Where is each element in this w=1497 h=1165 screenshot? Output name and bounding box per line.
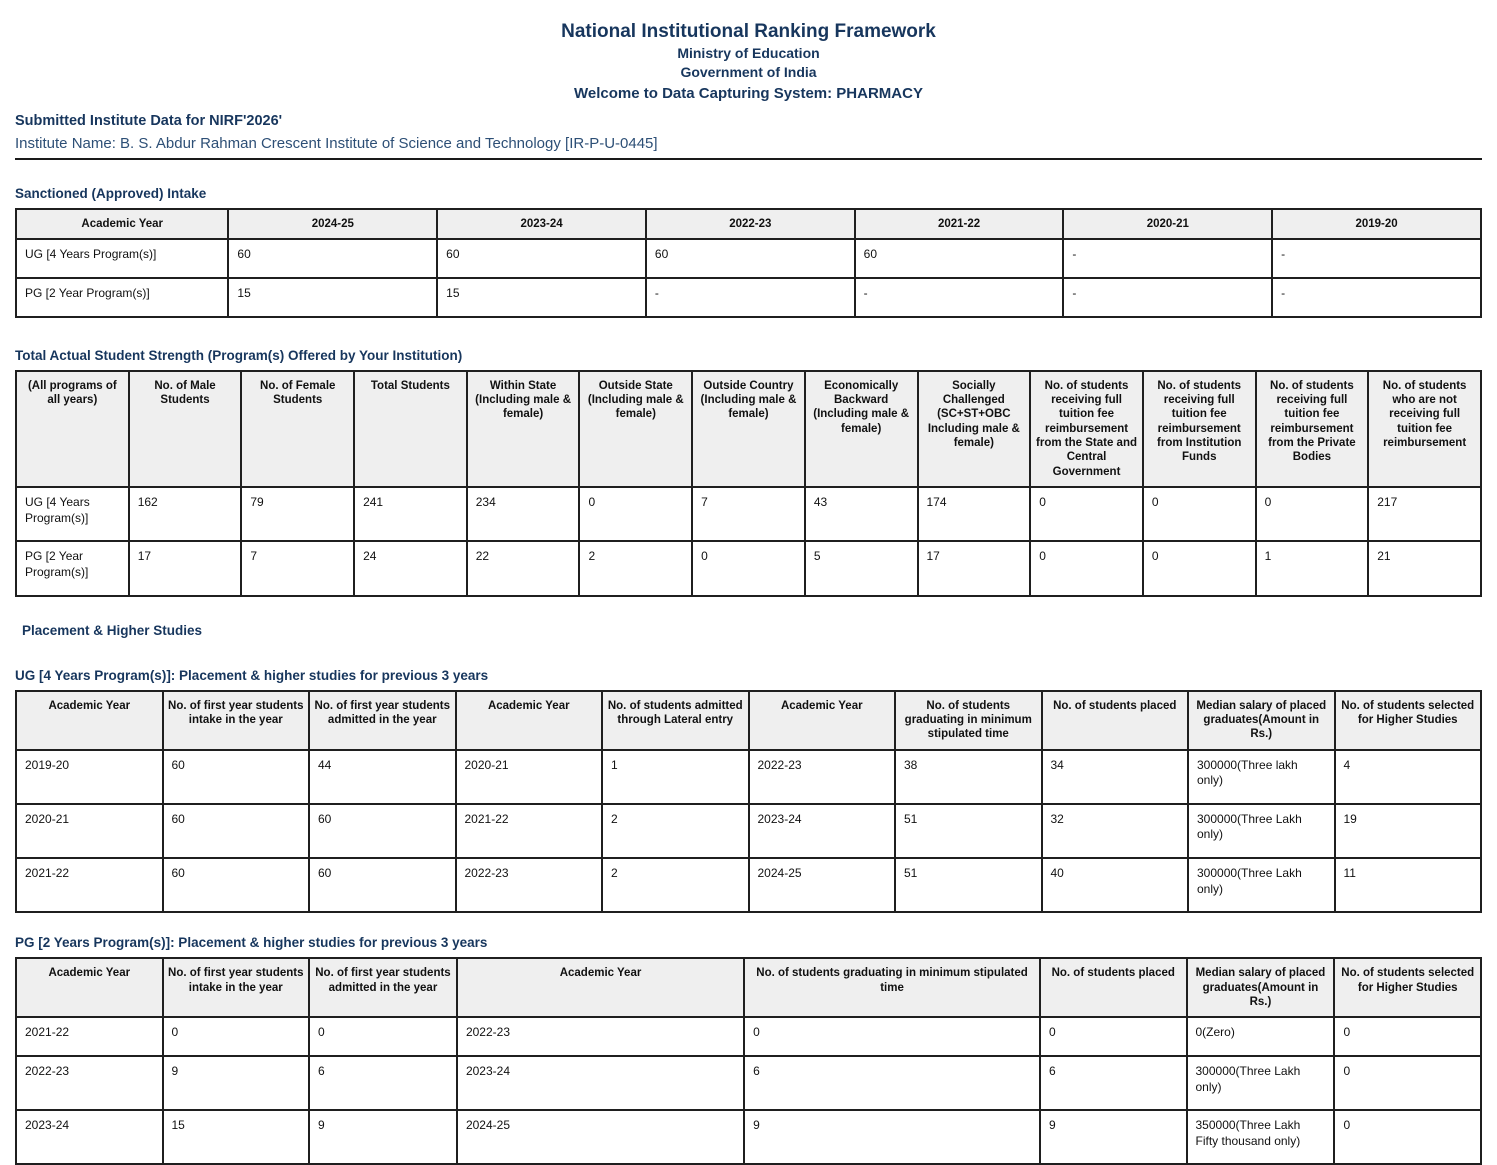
column-header: No. of students receiving full tuition fee reimbursement from the Private Bodies: [1256, 371, 1369, 488]
table-cell: 2024-25: [457, 1110, 744, 1164]
pg-placement-table: [15, 957, 1482, 1165]
page-title: National Institutional Ranking Framework: [561, 21, 936, 42]
table-row: [16, 858, 1481, 912]
table-cell: 19: [1335, 804, 1482, 858]
table-cell: 0: [744, 1017, 1040, 1056]
column-header: No. of first year students intake in the year: [163, 691, 310, 750]
table-cell: PG [2 Year Program(s)]: [16, 541, 129, 595]
table-header-row: [16, 371, 1481, 488]
table-cell: -: [1272, 239, 1481, 278]
welcome-line: Welcome to Data Capturing System: PHARMACY: [574, 85, 923, 102]
table-cell: 300000(Three Lakh only): [1188, 858, 1335, 912]
ministry-subtitle: Ministry of Education: [677, 45, 820, 61]
column-header: No. of first year students admitted in the year: [309, 958, 457, 1017]
table-cell: 7: [692, 487, 805, 541]
table-cell: 350000(Three Lakh Fifty thousand only): [1187, 1110, 1335, 1164]
column-header: Within State (Including male & female): [467, 371, 580, 488]
column-header: Academic Year: [16, 958, 163, 1017]
table-cell: 2020-21: [456, 750, 603, 804]
table-cell: 1: [602, 750, 749, 804]
column-header: No. of students selected for Higher Studies: [1335, 691, 1482, 750]
column-header: Academic Year: [749, 691, 896, 750]
table-cell: 15: [228, 278, 437, 317]
column-header: Academic Year: [16, 691, 163, 750]
table-cell: 44: [309, 750, 456, 804]
header-divider: [15, 158, 1482, 160]
column-header: 2020-21: [1063, 209, 1272, 239]
table-cell: 2020-21: [16, 804, 163, 858]
table-cell: 2: [602, 804, 749, 858]
sanctioned-intake-section: [15, 186, 1482, 318]
table-cell: 2022-23: [749, 750, 896, 804]
table-cell: 0: [1334, 1017, 1481, 1056]
table-row: [16, 1056, 1481, 1110]
table-cell: 60: [309, 858, 456, 912]
table-cell: 0: [1143, 541, 1256, 595]
table-cell: 9: [309, 1110, 457, 1164]
table-header-row: [16, 691, 1481, 750]
table-cell: 6: [744, 1056, 1040, 1110]
column-header: Economically Backward (Including male & female): [805, 371, 918, 488]
sanctioned-intake-title: Sanctioned (Approved) Intake: [15, 186, 207, 201]
column-header: No. of students receiving full tuition fee reimbursement from the State and Central Government: [1030, 371, 1143, 488]
column-header: No. of students receiving full tuition fee reimbursement from Institution Funds: [1143, 371, 1256, 488]
table-row: [16, 278, 1481, 317]
table-row: [16, 1110, 1481, 1164]
table-cell: 60: [855, 239, 1064, 278]
column-header: No. of students selected for Higher Studies: [1334, 958, 1481, 1017]
table-cell: 9: [744, 1110, 1040, 1164]
table-row: [16, 541, 1481, 595]
student-strength-title: Total Actual Student Strength (Program(s) Offered by Your Institution): [15, 347, 463, 363]
table-cell: 162: [129, 487, 242, 541]
column-header: No. of first year students intake in the year: [163, 958, 310, 1017]
table-cell: 6: [1040, 1056, 1187, 1110]
table-cell: -: [1063, 278, 1272, 317]
table-cell: 300000(Three Lakh only): [1187, 1056, 1335, 1110]
table-cell: 0: [1040, 1017, 1187, 1056]
column-header: No. of Male Students: [129, 371, 242, 488]
table-cell: 2022-23: [456, 858, 603, 912]
pg-placement-title: PG [2 Years Program(s)]: Placement & higher studies for previous 3 years: [15, 935, 488, 951]
table-cell: 24: [354, 541, 467, 595]
table-cell: 2023-24: [16, 1110, 163, 1164]
table-cell: 51: [895, 858, 1042, 912]
table-cell: 79: [241, 487, 354, 541]
table-cell: 21: [1368, 541, 1481, 595]
student-strength-table: [15, 370, 1482, 597]
table-cell: 17: [918, 541, 1031, 595]
table-row: [16, 804, 1481, 858]
table-cell: 0: [1030, 541, 1143, 595]
column-header: Median salary of placed graduates(Amount in Rs.): [1188, 691, 1335, 750]
table-cell: 15: [437, 278, 646, 317]
column-header: No. of students placed: [1040, 958, 1187, 1017]
table-cell: 0: [163, 1017, 310, 1056]
table-cell: 2021-22: [16, 1017, 163, 1056]
table-cell: 0: [579, 487, 692, 541]
table-cell: 2023-24: [749, 804, 896, 858]
page-header: [15, 20, 1482, 160]
table-cell: 2021-22: [16, 858, 163, 912]
institute-name: Institute Name: B. S. Abdur Rahman Crescent Institute of Science and Technology [IR-P-U-0445]: [15, 135, 658, 152]
table-cell: 217: [1368, 487, 1481, 541]
table-row: [16, 750, 1481, 804]
column-header: 2022-23: [646, 209, 855, 239]
table-cell: 0: [1143, 487, 1256, 541]
table-cell: 60: [163, 750, 310, 804]
table-cell: 34: [1042, 750, 1189, 804]
column-header: No. of students graduating in minimum stipulated time: [895, 691, 1042, 750]
table-cell: 2022-23: [16, 1056, 163, 1110]
table-cell: 2019-20: [16, 750, 163, 804]
table-cell: 60: [228, 239, 437, 278]
table-cell: 0(Zero): [1187, 1017, 1335, 1056]
table-cell: 43: [805, 487, 918, 541]
table-cell: 2: [602, 858, 749, 912]
table-cell: 22: [467, 541, 580, 595]
column-header: No. of students who are not receiving full tuition fee reimbursement: [1368, 371, 1481, 488]
table-cell: 0: [692, 541, 805, 595]
column-header: Academic Year: [16, 209, 228, 239]
table-cell: 234: [467, 487, 580, 541]
student-strength-section: [15, 348, 1482, 597]
placement-heading: Placement & Higher Studies: [22, 622, 203, 638]
table-cell: 0: [1030, 487, 1143, 541]
column-header: 2023-24: [437, 209, 646, 239]
column-header: No. of Female Students: [241, 371, 354, 488]
column-header: 2019-20: [1272, 209, 1481, 239]
table-cell: 2021-22: [456, 804, 603, 858]
table-cell: -: [1063, 239, 1272, 278]
table-cell: PG [2 Year Program(s)]: [16, 278, 228, 317]
column-header: Academic Year: [456, 691, 603, 750]
table-cell: 60: [163, 804, 310, 858]
table-cell: 1: [1256, 541, 1369, 595]
column-header: 2021-22: [855, 209, 1064, 239]
table-cell: 2: [579, 541, 692, 595]
table-cell: 0: [1334, 1056, 1481, 1110]
table-cell: -: [646, 278, 855, 317]
column-header: Median salary of placed graduates(Amount in Rs.): [1187, 958, 1335, 1017]
column-header: Academic Year: [457, 958, 744, 1017]
table-cell: -: [1272, 278, 1481, 317]
table-cell: 300000(Three lakh only): [1188, 750, 1335, 804]
column-header: No. of students graduating in minimum stipulated time: [744, 958, 1040, 1017]
table-cell: 9: [1040, 1110, 1187, 1164]
table-row: [16, 487, 1481, 541]
column-header: Total Students: [354, 371, 467, 488]
table-cell: 0: [309, 1017, 457, 1056]
submitted-data-heading: Submitted Institute Data for NIRF'2026': [15, 113, 283, 129]
table-cell: 60: [437, 239, 646, 278]
table-cell: 2022-23: [457, 1017, 744, 1056]
table-cell: 0: [1334, 1110, 1481, 1164]
table-cell: UG [4 Years Program(s)]: [16, 487, 129, 541]
ug-placement-section: [15, 668, 1482, 914]
column-header: Socially Challenged (SC+ST+OBC Including male & female): [918, 371, 1031, 488]
sanctioned-intake-table: [15, 208, 1482, 318]
table-cell: 51: [895, 804, 1042, 858]
table-cell: 5: [805, 541, 918, 595]
ug-placement-table: [15, 690, 1482, 914]
table-header-row: [16, 209, 1481, 239]
table-cell: 15: [163, 1110, 310, 1164]
table-cell: 60: [309, 804, 456, 858]
table-cell: 60: [646, 239, 855, 278]
table-cell: 9: [163, 1056, 310, 1110]
table-cell: 38: [895, 750, 1042, 804]
table-cell: 2023-24: [457, 1056, 744, 1110]
table-cell: 300000(Three Lakh only): [1188, 804, 1335, 858]
column-header: No. of first year students admitted in the year: [309, 691, 456, 750]
table-cell: -: [855, 278, 1064, 317]
table-cell: 11: [1335, 858, 1482, 912]
table-cell: 7: [241, 541, 354, 595]
column-header: (All programs of all years): [16, 371, 129, 488]
column-header: No. of students admitted through Lateral entry: [602, 691, 749, 750]
table-cell: 241: [354, 487, 467, 541]
table-row: [16, 239, 1481, 278]
table-row: [16, 1017, 1481, 1056]
government-subtitle: Government of India: [680, 64, 817, 80]
ug-placement-title: UG [4 Years Program(s)]: Placement & higher studies for previous 3 years: [15, 667, 489, 683]
pg-placement-section: [15, 935, 1482, 1165]
table-cell: 6: [309, 1056, 457, 1110]
table-header-row: [16, 958, 1481, 1017]
main-content: [15, 186, 1482, 1165]
table-cell: 60: [163, 858, 310, 912]
table-cell: 0: [1256, 487, 1369, 541]
column-header: Outside State (Including male & female): [579, 371, 692, 488]
table-cell: 4: [1335, 750, 1482, 804]
table-cell: 17: [129, 541, 242, 595]
table-cell: 40: [1042, 858, 1189, 912]
table-cell: 32: [1042, 804, 1189, 858]
table-cell: 174: [918, 487, 1031, 541]
column-header: Outside Country (Including male & female): [692, 371, 805, 488]
table-cell: UG [4 Years Program(s)]: [16, 239, 228, 278]
column-header: 2024-25: [228, 209, 437, 239]
column-header: No. of students placed: [1042, 691, 1189, 750]
table-cell: 2024-25: [749, 858, 896, 912]
